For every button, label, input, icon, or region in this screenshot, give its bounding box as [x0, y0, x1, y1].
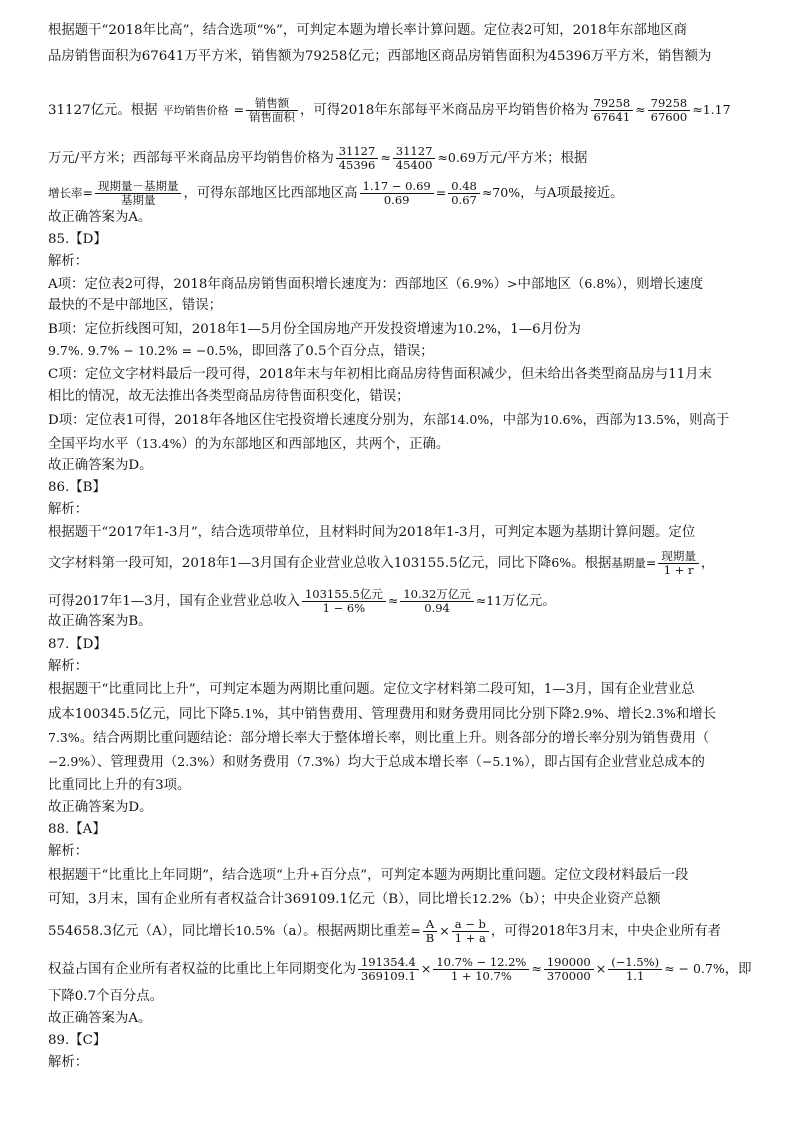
- text-line: 品房销售面积为67641万平方米，销售额为79258亿元；西部地区商品房销售面积为45396万平方米，销售额为: [48, 49, 712, 64]
- analysis-label: 解析：: [48, 1055, 89, 1070]
- text-line: A项：定位表2可得，2018年商品房销售面积增长速度为：西部地区（6.9%）>中部地区（6.8%），则增长速度: [48, 276, 704, 292]
- text-line: 根据题干“2017年1-3月”，结合选项带单位，且材料时间为2018年1-3月，可判定本题为基期计算问题。定位: [48, 525, 696, 540]
- text-line: 根据题干“比重比上年同期”，结合选项“上升+百分点”，可判定本题为两期比重问题。定位文段材料最后一段: [48, 867, 689, 883]
- question-number: 85.【D】: [48, 232, 107, 247]
- question-number: 88.【A】: [48, 822, 106, 837]
- text-line: 权益占国有企业所有者权益的比重比上年同期变化为 $\frac{191354.4}{369109.1}$ × $\frac{10.7\% - 12.2\%}{1 + 10.7\%}$ ≈ $\frac{190000}{370000}$ × $\frac{(-1.5\%)}{1.1}$ ≈ − 0.7%，即: [48, 955, 752, 983]
- text-line: 相比的情况，故无法推出各类型商品房待售面积变化，错误；: [48, 389, 410, 404]
- text-line: 31127亿元。根据 平均销售价格 = 销售额 销售面积 ，可得2018年东部每平米商品房平均销售价格为 $\frac{79258}{67641}$ ≈ $\frac{79258}{67600}$ ≈1.17: [48, 96, 731, 124]
- text-line: 文字材料第一段可知，2018年1—3月国有企业营业总收入103155.5亿元，同比下降6%。根据基期量= 现期量 1 + r ，: [48, 549, 715, 577]
- text-line: 故正确答案为D。: [48, 800, 153, 815]
- analysis-label: 解析：: [48, 659, 89, 674]
- question-number: 87.【D】: [48, 637, 107, 652]
- text-line: 故正确答案为A。: [48, 1011, 152, 1026]
- text-line: 7.3%。结合两期比重问题结论：部分增长率大于整体增长率，则比重上升。则各部分的增长率分别为销售费用（: [48, 730, 710, 746]
- text-line: 根据题干“2018年比高”，结合选项“%”，可判定本题为增长率计算问题。定位表2可知，2018年东部地区商: [48, 23, 688, 38]
- text-line: 比重同比上升的有3项。: [48, 778, 191, 793]
- text-line: 最快的不是中部地区，错误；: [48, 298, 223, 313]
- text-line: 成本100345.5亿元，同比下降5.1%，其中销售费用、管理费用和财务费用同比分别下降2.9%、增长2.3%和增长: [48, 706, 717, 722]
- text-line: 故正确答案为D。: [48, 458, 153, 473]
- text-line: D项：定位表1可得，2018年各地区住宅投资增长速度分别为，东部14.0%，中部为10.6%，西部为13.5%，则高于: [48, 412, 730, 428]
- analysis-label: 解析：: [48, 502, 89, 517]
- text-line: 全国平均水平（13.4%）的为东部地区和西部地区，共两个，正确。: [48, 436, 450, 452]
- text-line: 554658.3亿元（A），同比增长10.5%（a）。根据两期比重差= $\frac{A}{B}$ × $\frac{a - b}{1 + a}$ ，可得2018年3月末，中央企业所有者: [48, 917, 721, 945]
- text-line: B项：定位折线图可知，2018年1—5月份全国房地产开发投资增速为10.2%，1—6月份为: [48, 321, 581, 337]
- text-line: 下降0.7个百分点。: [48, 989, 164, 1004]
- question-number: 89.【C】: [48, 1033, 107, 1048]
- question-number: 86.【B】: [48, 480, 106, 495]
- text-line: 可知，3月末，国有企业所有者权益合计369109.1亿元（B），同比增长12.2%（b）；中央企业资产总额: [48, 891, 661, 907]
- text-line: 可得2017年1—3月，国有企业营业总收入 103155.5亿元 1 − 6% ≈ 10.32万亿元 0.94 ≈11万亿元。: [48, 587, 556, 615]
- text-line: 万元/平方米；西部每平米商品房平均销售价格为 $\frac{31127}{45396}$ ≈ $\frac{31127}{45400}$ ≈0.69万元/平方米；根据: [48, 144, 588, 172]
- analysis-label: 解析：: [48, 254, 89, 269]
- text-line: C项：定位文字材料最后一段可得，2018年末与年初相比商品房待售面积减少，但未给出各类型商品房与11月末: [48, 367, 712, 382]
- text-line: 故正确答案为B。: [48, 614, 152, 629]
- text-line: 增长率= 现期量－基期量 基期量 ，可得东部地区比西部地区高 $\frac{1.17 - 0.69}{0.69}$ = $\frac{0.48}{0.67}$ ≈70%，与A项最接近。: [48, 179, 624, 207]
- text-line: −2.9%）、管理费用（2.3%）和财务费用（7.3%）均大于总成本增长率（−5.1%），即占国有企业营业总成本的: [48, 754, 705, 770]
- text-line: 根据题干“比重同比上升”，可判定本题为两期比重问题。定位文字材料第二段可知，1—3月，国有企业营业总: [48, 682, 695, 697]
- text-line: 故正确答案为A。: [48, 210, 152, 225]
- analysis-label: 解析：: [48, 844, 89, 859]
- text-line: 9.7%. 9.7% − 10.2% = −0.5%，即回落了0.5个百分点，错误；: [48, 343, 434, 359]
